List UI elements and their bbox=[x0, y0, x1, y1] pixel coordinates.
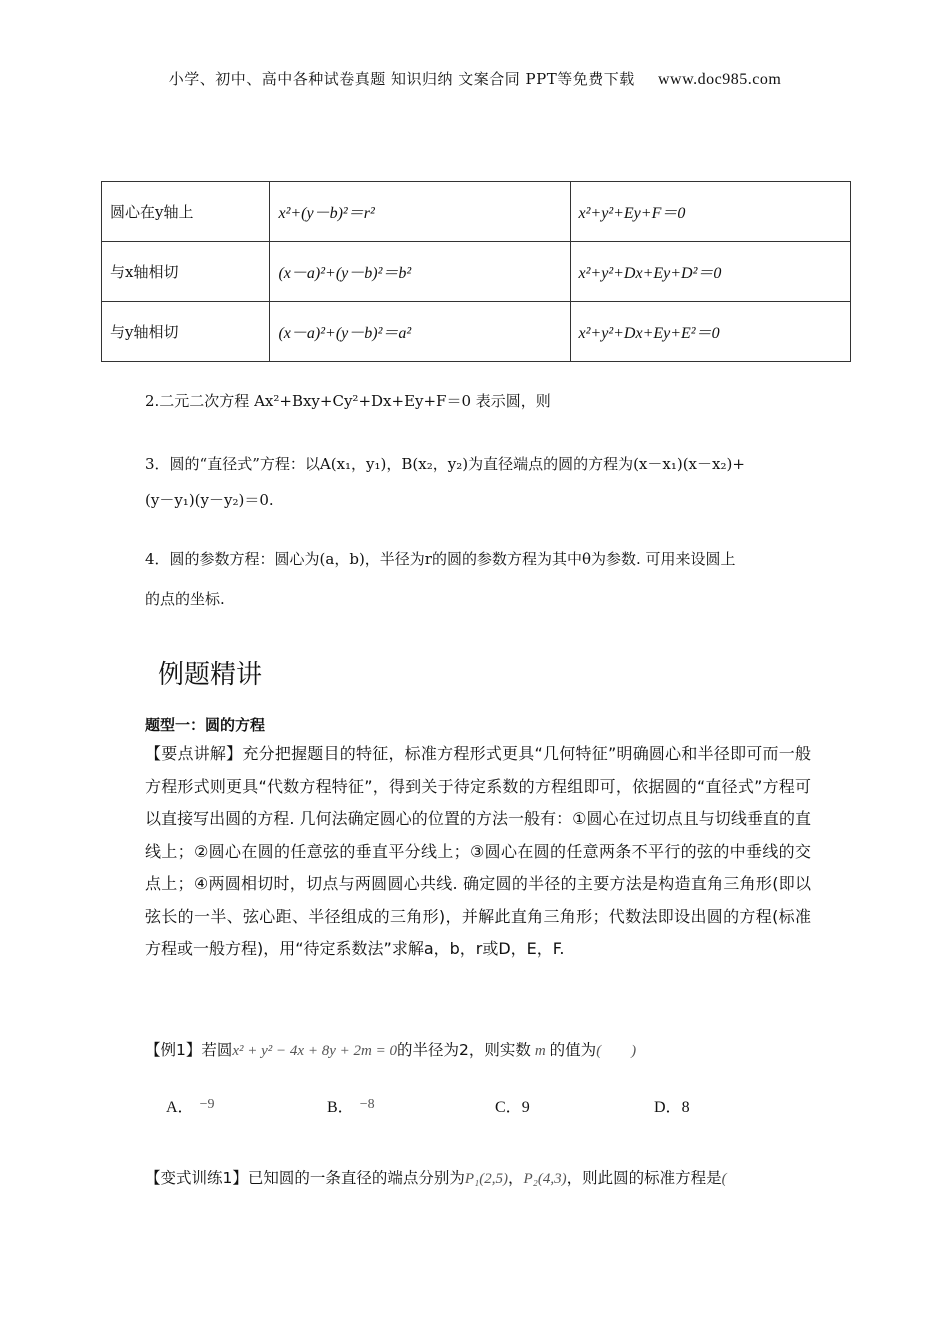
option-value: 9 bbox=[521, 1099, 530, 1116]
variant-point-2: P₂(4,3) bbox=[523, 1171, 567, 1187]
option-b[interactable] bbox=[327, 1094, 375, 1117]
option-label: A． bbox=[166, 1099, 194, 1116]
table-cell-condition: 与y轴相切 bbox=[102, 302, 270, 362]
item-2: 2.二元二次方程 Ax²+Bxy+Cy²+Dx+Ey+F＝0 表示圆，则 bbox=[145, 392, 551, 410]
example-prefix: 【例1】若圆 bbox=[145, 1041, 233, 1059]
table-cell-standard: (x－a)²+(y－b)²＝a² bbox=[270, 302, 570, 362]
item-4-line1: 4．圆的参数方程：圆心为(a，b)，半径为r的圆的参数方程为其中θ为参数. 可用来设圆上 bbox=[145, 550, 736, 568]
variant-sep: ， bbox=[508, 1169, 524, 1187]
variant-training-1 bbox=[145, 1166, 727, 1188]
item-3-line1: 3．圆的“直径式”方程：以A(x₁，y₁)，B(x₂，y₂)为直径端点的圆的方程为(x－x₁)(x－x₂)+ bbox=[145, 455, 745, 473]
table-row bbox=[102, 182, 851, 242]
option-value: −9 bbox=[199, 1097, 215, 1112]
table-cell-condition: 与x轴相切 bbox=[102, 242, 270, 302]
page-header bbox=[0, 68, 950, 89]
item-3-line2: (y－y₁)(y－y₂)＝0. bbox=[145, 491, 274, 509]
header-text: 小学、初中、高中各种试卷真题 知识归纳 文案合同 PPT等免费下载 bbox=[168, 70, 635, 88]
table-cell-general: x²+y²+Dx+Ey+D²＝0 bbox=[570, 242, 850, 302]
table-row bbox=[102, 242, 851, 302]
option-value: −8 bbox=[359, 1097, 375, 1112]
option-label: D． bbox=[654, 1099, 682, 1116]
table-cell-general: x²+y²+Dx+Ey+E²＝0 bbox=[570, 302, 850, 362]
option-c[interactable] bbox=[495, 1094, 530, 1117]
variant-suffix: ，则此圆的标准方程是 bbox=[566, 1169, 722, 1187]
option-a[interactable] bbox=[166, 1094, 214, 1117]
example-bracket: ( ) bbox=[596, 1043, 637, 1059]
option-d[interactable] bbox=[654, 1094, 690, 1117]
key-points-paragraph: 【要点讲解】充分把握题目的特征，标准方程形式更具“几何特征”明确圆心和半径即可而一般方程形式则更具“代数方程特征”，得到关于待定系数的方程组即可，依据圆的“直径式”方程可以直接写出圆的方程. 几何法确定圆心的位置的方法一般有：①圆心在过切点且与切线垂直的直线上；②圆心在圆的任意弦的垂直平分线上；③圆心在圆的任意两条不平行的弦的中垂线的交点上；④两圆相切时，切点与两圆圆心共线. 确定圆的半径的主要方法是构造直角三角形(即以弦长的一半、弦心距、半径组成的三角形)，并解此直角三角形；代数法即设出圆的方程(标准方程或一般方程)，用“待定系数法”求解a，b，r或D，E，F. bbox=[145, 744, 811, 958]
example-middle: 的半径为2，则实数 bbox=[396, 1041, 531, 1059]
option-label: C． bbox=[495, 1099, 522, 1116]
table-cell-standard: (x－a)²+(y－b)²＝b² bbox=[270, 242, 570, 302]
example-var: m bbox=[534, 1043, 546, 1059]
item-4-line2: 的点的坐标. bbox=[145, 590, 225, 608]
variant-bracket: ( bbox=[721, 1171, 727, 1187]
example-suffix: 的值为 bbox=[549, 1041, 597, 1059]
variant-prefix: 【变式训练1】已知圆的一条直径的端点分别为 bbox=[145, 1169, 465, 1187]
section-title: 例题精讲 bbox=[158, 660, 263, 690]
table-cell-condition: 圆心在y轴上 bbox=[102, 182, 270, 242]
variant-point-1: P₁(2,5) bbox=[464, 1171, 508, 1187]
header-url[interactable]: www.doc985.com bbox=[658, 71, 782, 88]
table-cell-standard: x²+(y－b)²＝r² bbox=[270, 182, 570, 242]
table-row bbox=[102, 302, 851, 362]
option-label: B． bbox=[327, 1099, 354, 1116]
type-title: 题型一：圆的方程 bbox=[145, 716, 266, 734]
example-1 bbox=[145, 1038, 636, 1060]
circle-equation-table bbox=[101, 181, 851, 362]
table-cell-general: x²+y²+Ey+F＝0 bbox=[570, 182, 850, 242]
option-value: 8 bbox=[681, 1099, 690, 1116]
example-equation: x² + y² − 4x + 8y + 2m = 0 bbox=[232, 1043, 397, 1059]
